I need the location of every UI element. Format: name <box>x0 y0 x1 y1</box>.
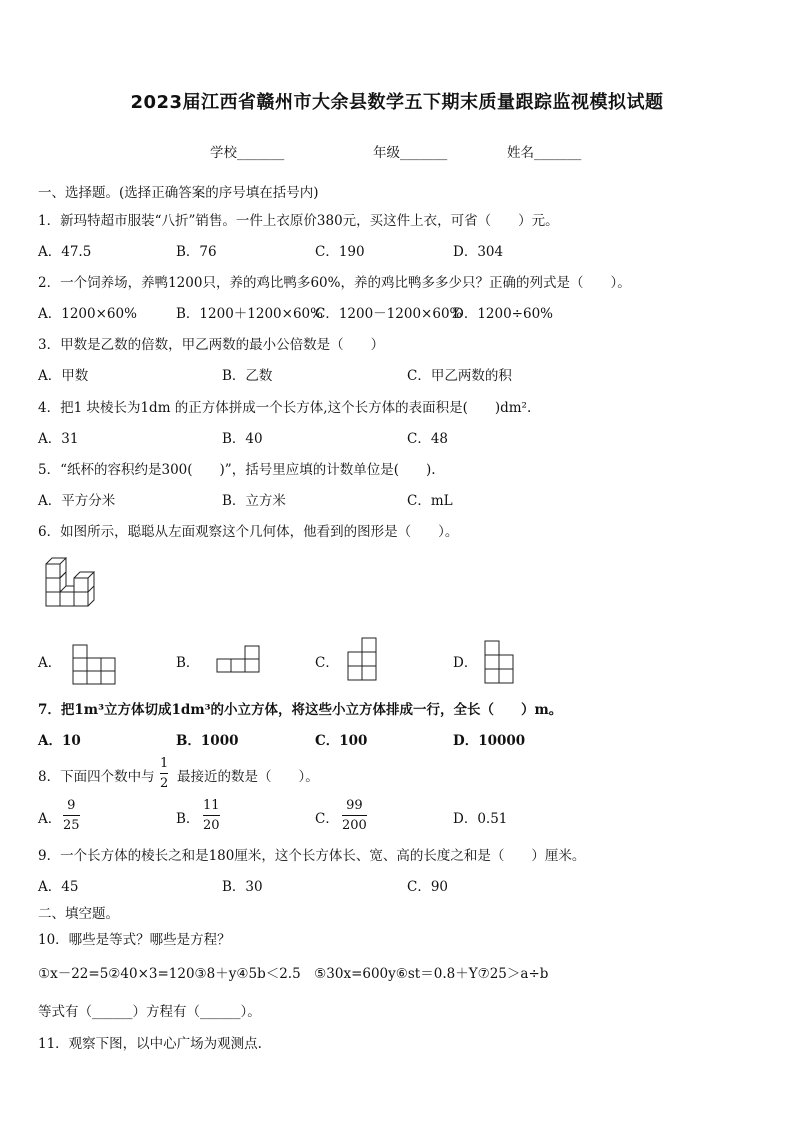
q9-option-a: A．45 <box>38 879 79 895</box>
q8-option-b: B． <box>176 811 200 827</box>
question-1: 1．新玛特超市服装“八折”销售。一件上衣原价380元，买这件上衣，可省（ ）元。 <box>38 213 559 229</box>
q3-option-c: C．甲乙两数的积 <box>407 368 512 384</box>
q4-option-b: B．40 <box>222 431 263 447</box>
q1-option-c: C．190 <box>315 244 365 260</box>
question-5: 5．“纸杯的容积约是300( )”，括号里应填的计数单位是( ). <box>38 462 436 478</box>
question-2: 2．一个饲养场，养鸭1200只，养的鸡比鸭多60%，养的鸡比鸭多多少只？正确的列式是（ ）。 <box>38 275 631 291</box>
q9-option-b: B．30 <box>222 879 263 895</box>
question-10: 10．哪些是等式？哪些是方程？ <box>38 932 231 948</box>
fraction-denominator: 2 <box>160 776 169 791</box>
q3-option-b: B．乙数 <box>222 368 273 384</box>
q2-option-d: D．1200÷60% <box>453 306 553 322</box>
q6-option-b: B． <box>176 655 200 671</box>
fraction-numerator: 1 <box>160 756 169 771</box>
question-8-after: 最接近的数是（ ）。 <box>177 769 319 785</box>
question-9: 9．一个长方体的棱长之和是180厘米，这个长方体长、宽、高的长度之和是（ ）厘米。 <box>38 848 586 864</box>
q7-option-a: A．10 <box>38 733 81 749</box>
cube-solid-figure <box>44 562 104 608</box>
q4-option-a: A．31 <box>38 431 79 447</box>
question-11: 11．观察下图，以中心广场为观测点. <box>38 1036 262 1052</box>
q8-option-a-fraction <box>63 798 80 833</box>
q1-option-a: A．47.5 <box>38 244 92 260</box>
q6-figure-b <box>216 645 260 673</box>
q9-option-c: C．90 <box>407 879 449 895</box>
fraction-denominator: 200 <box>342 818 367 833</box>
q1-option-d: D．304 <box>453 244 504 260</box>
fraction-numerator: 9 <box>67 798 76 813</box>
question-10-answer: 等式有（______）方程有（______）。 <box>38 1004 261 1020</box>
fraction-numerator: 11 <box>203 798 220 813</box>
section-choice-heading: 一、选择题。(选择正确答案的序号填在括号内) <box>38 185 319 201</box>
q8-option-b-fraction <box>203 798 220 833</box>
q6-option-d: D． <box>453 655 478 671</box>
q8-fraction-one-half <box>160 756 168 791</box>
q7-option-b: B．1000 <box>176 733 239 749</box>
q4-option-c: C．48 <box>407 431 449 447</box>
question-7: 7．把1m³立方体切成1dm³的小立方体，将这些小立方体排成一行，全长（ ）m。 <box>38 702 563 718</box>
question-3: 3．甲数是乙数的倍数，甲乙两数的最小公倍数是（ ） <box>38 337 385 353</box>
q2-option-a: A．1200×60% <box>38 306 137 322</box>
q2-option-b: B．1200＋1200×60% <box>176 306 323 322</box>
q1-option-b: B．76 <box>176 244 217 260</box>
question-6: 6．如图所示，聪聪从左面观察这个几何体，他看到的图形是（ ）。 <box>38 524 459 540</box>
question-8-before: 8．下面四个数中与 <box>38 769 155 785</box>
question-4: 4．把1 块棱长为1dm 的正方体拼成一个长方体,这个长方体的表面积是( )dm². <box>38 400 532 416</box>
q6-figure-c <box>347 637 379 683</box>
fraction-numerator: 99 <box>346 798 363 813</box>
q6-figure-d <box>484 640 516 686</box>
fraction-denominator: 25 <box>63 818 80 833</box>
q6-option-a: A． <box>38 655 62 671</box>
section-fill-heading: 二、填空题。 <box>38 906 119 922</box>
grade-field: 年级_______ <box>373 145 448 161</box>
q8-option-c: C． <box>315 811 339 827</box>
q6-figure-a <box>72 644 116 686</box>
q3-option-a: A．甲数 <box>38 368 89 384</box>
q7-option-d: D．10000 <box>453 733 526 749</box>
q5-option-b: B．立方米 <box>222 493 286 509</box>
name-field: 姓名_______ <box>507 145 582 161</box>
q5-option-a: A．平方分米 <box>38 493 116 509</box>
q8-option-a: A． <box>38 811 62 827</box>
q8-option-c-fraction <box>342 798 367 833</box>
page-title: 2023届江西省赣州市大余县数学五下期末质量跟踪监视模拟试题 <box>130 92 664 113</box>
q6-option-c: C． <box>315 655 339 671</box>
question-10-items: ①x－22=5②40×3=120③8＋y④5b＜2.5 ⑤30x=600y⑥st＝0.8＋Y⑦25＞a÷b <box>38 966 549 982</box>
q2-option-c: C．1200－1200×60% <box>315 306 463 322</box>
q8-option-d: D．0.51 <box>453 811 508 827</box>
q5-option-c: C．mL <box>407 493 453 509</box>
q7-option-c: C．100 <box>315 733 368 749</box>
school-field: 学校_______ <box>210 145 285 161</box>
fraction-denominator: 20 <box>203 818 220 833</box>
